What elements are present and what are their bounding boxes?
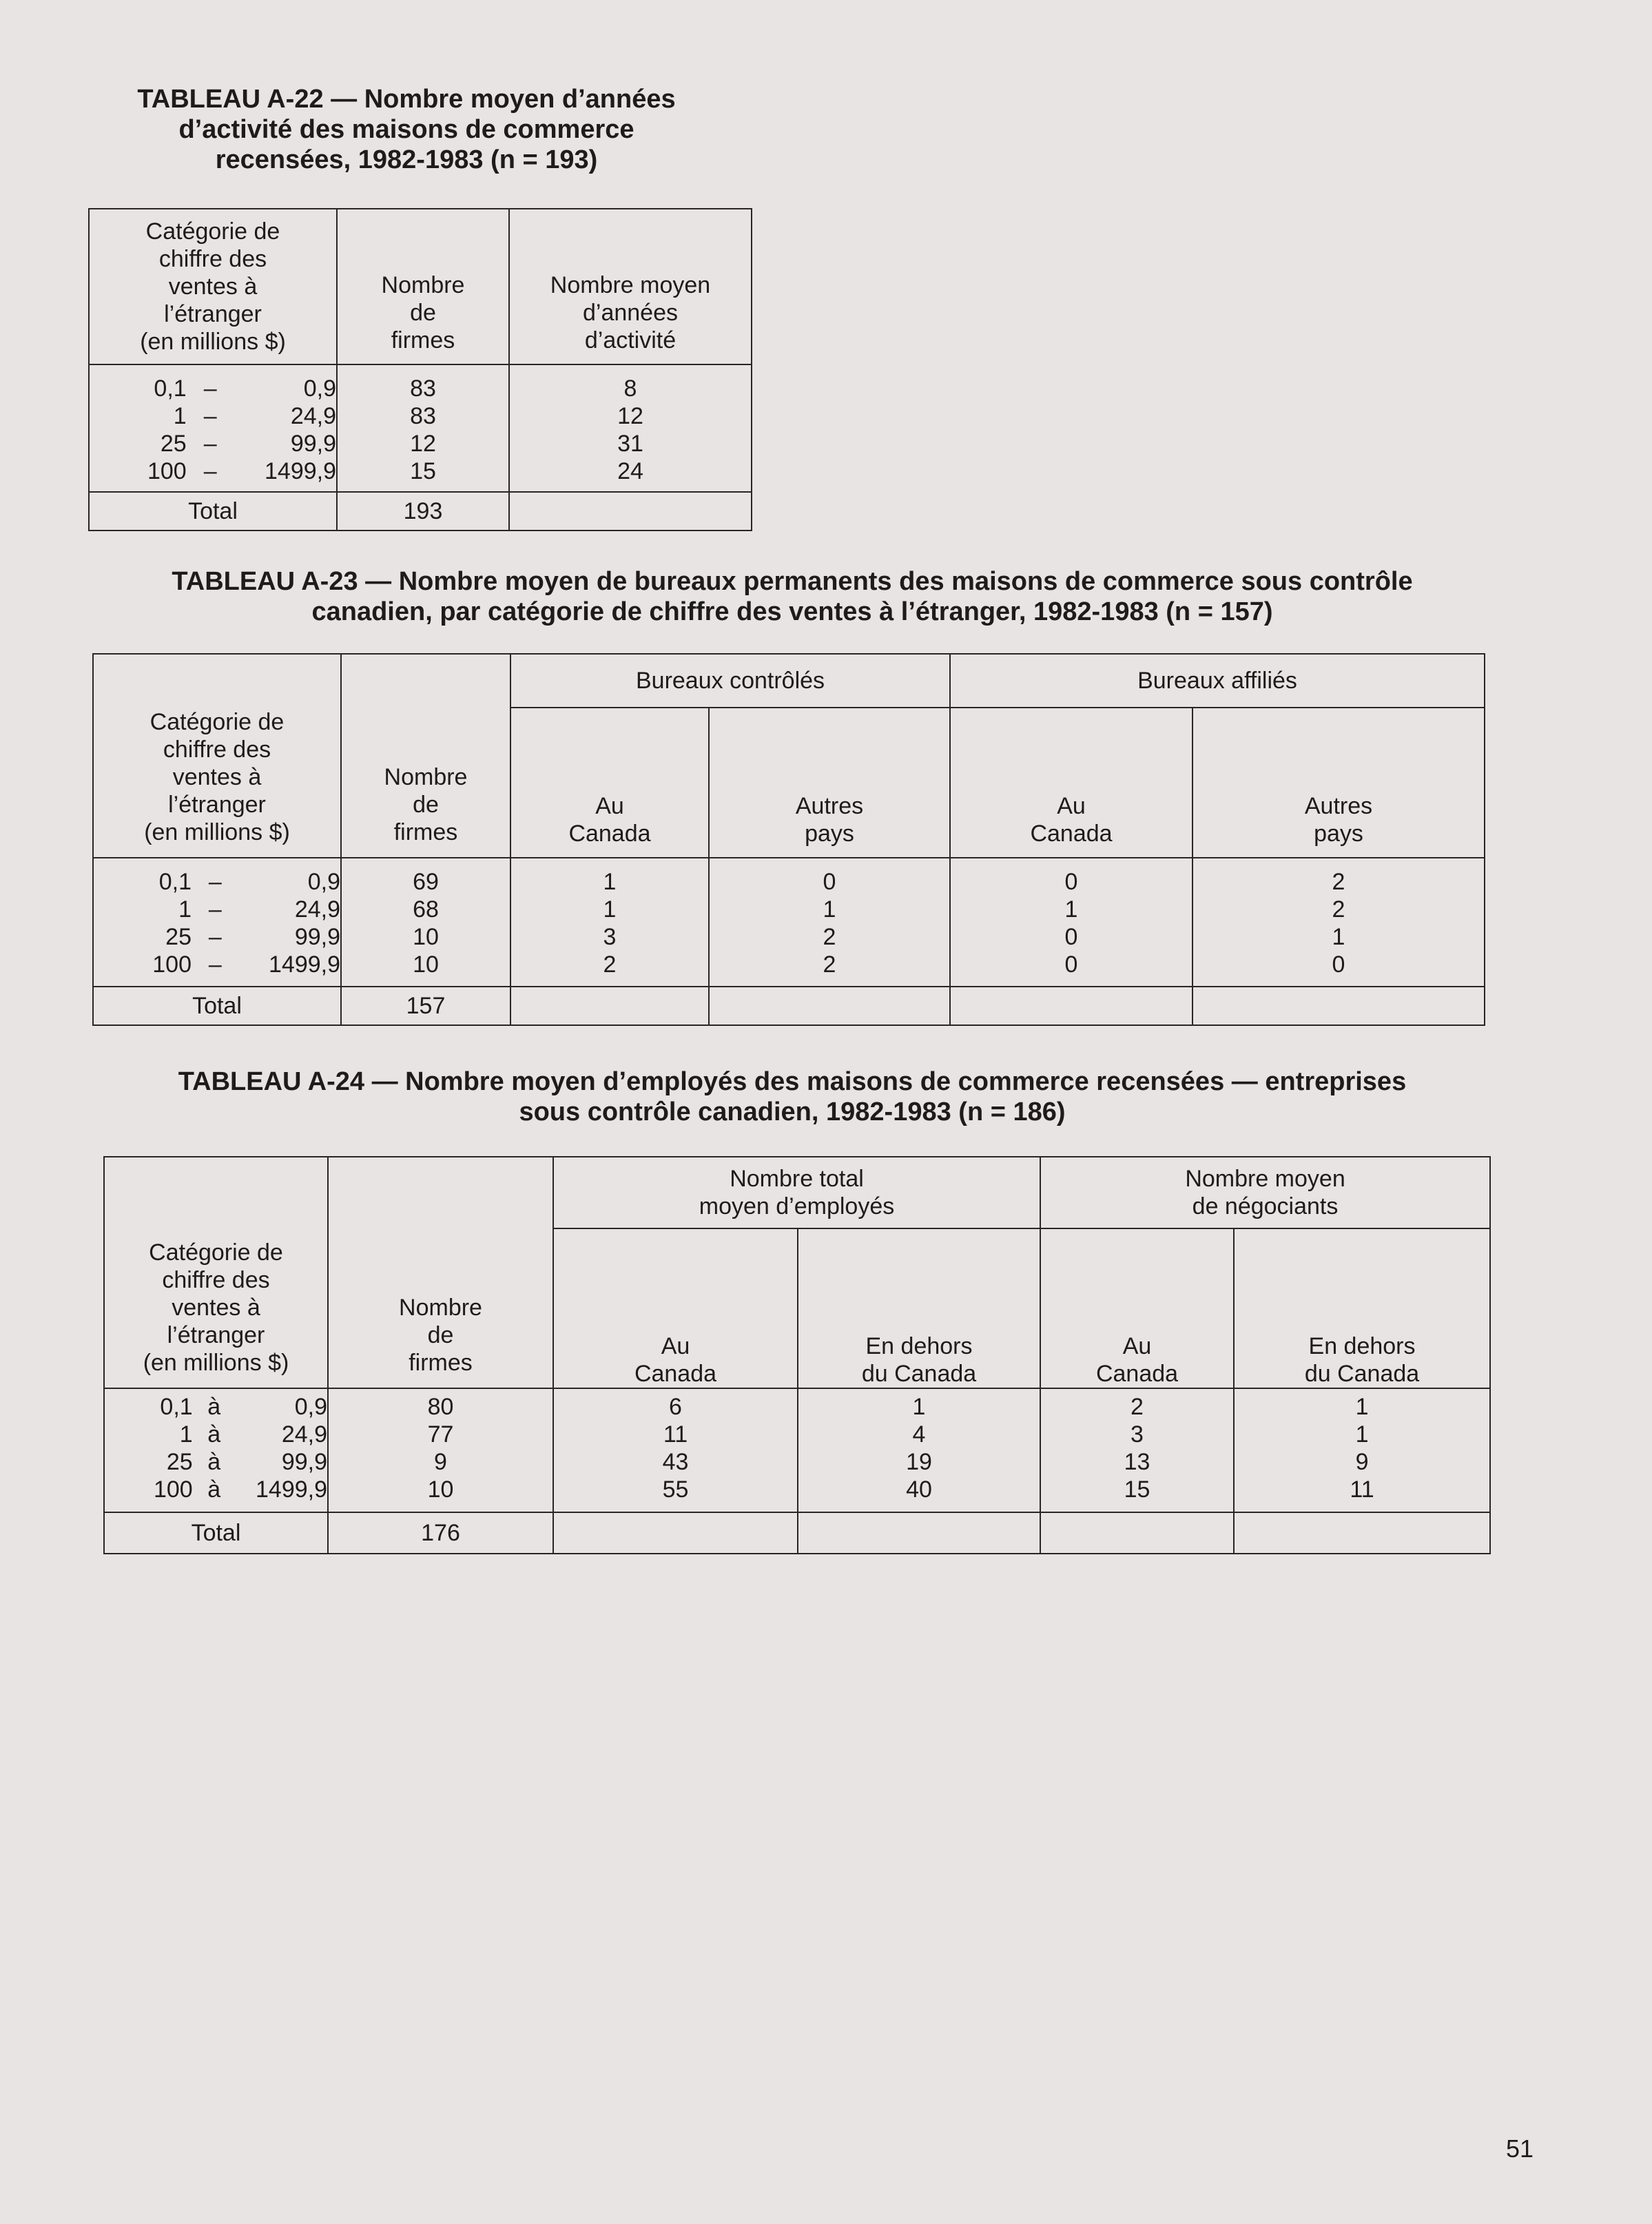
traders-canada-values: 2 3 13 15 bbox=[1040, 1388, 1234, 1512]
table-a22-caption bbox=[90, 84, 723, 175]
header-years: Nombre moyen d’années d’activité bbox=[509, 209, 752, 364]
header-category: Catégorie de chiffre des ventes à l’étranger (en millions $) bbox=[93, 654, 341, 858]
header-affiliated-other: Autres pays bbox=[1192, 708, 1485, 858]
total-empty bbox=[1040, 1512, 1234, 1554]
caption-line: sous contrôle canadien, 1982-1983 (n = 186) bbox=[519, 1098, 1066, 1126]
total-label: Total bbox=[93, 987, 341, 1025]
table-a23 bbox=[92, 653, 1485, 1026]
table-a24-caption bbox=[103, 1067, 1481, 1127]
traders-outside-values: 1 1 9 11 bbox=[1234, 1388, 1490, 1512]
header-total-employees: Nombre total moyen d’employés bbox=[553, 1157, 1040, 1228]
employees-outside-values: 1 4 19 40 bbox=[798, 1388, 1040, 1512]
header-category: Catégorie de chiffre des ventes à l’étranger (en millions $) bbox=[89, 209, 337, 364]
table-row: 1 – 24,9 bbox=[178, 896, 340, 923]
total-row bbox=[93, 987, 1485, 1025]
total-row bbox=[89, 492, 752, 531]
table-a22 bbox=[88, 208, 752, 531]
caption-line: TABLEAU A-22 — Nombre moyen d’années bbox=[137, 85, 676, 114]
employees-canada-values: 6 11 43 55 bbox=[553, 1388, 798, 1512]
controlled-canada-values: 1 1 3 2 bbox=[510, 858, 709, 987]
table-a23-caption bbox=[103, 566, 1481, 627]
header-group-row bbox=[93, 654, 1485, 708]
header-group-row bbox=[104, 1157, 1490, 1228]
total-empty bbox=[1234, 1512, 1490, 1554]
table-row: 1 à 24,9 bbox=[179, 1421, 328, 1448]
table-a24 bbox=[103, 1156, 1491, 1554]
total-empty bbox=[950, 987, 1192, 1025]
header-controlled-canada: Au Canada bbox=[510, 708, 709, 858]
header-traders-outside: En dehors du Canada bbox=[1234, 1228, 1490, 1388]
category-values bbox=[93, 858, 341, 987]
table-row: 0,1 à 0,9 bbox=[160, 1394, 328, 1420]
header-firms: Nombre de firmes bbox=[341, 654, 510, 858]
total-firms: 193 bbox=[337, 492, 509, 531]
category-values bbox=[104, 1388, 328, 1512]
firms-values: 80 77 9 10 bbox=[328, 1388, 553, 1512]
table-body bbox=[104, 1388, 1490, 1512]
header-employees-canada: Au Canada bbox=[553, 1228, 798, 1388]
total-firms: 176 bbox=[328, 1512, 553, 1554]
table-row: 25 – 99,9 bbox=[165, 924, 340, 950]
table-row: 100 – 1499,9 bbox=[147, 458, 337, 484]
affiliated-other-values: 2 2 1 0 bbox=[1192, 858, 1485, 987]
header-category: Catégorie de chiffre des ventes à l’étranger (en millions $) bbox=[104, 1157, 328, 1388]
controlled-other-values: 0 1 2 2 bbox=[709, 858, 950, 987]
total-empty bbox=[709, 987, 950, 1025]
header-firms: Nombre de firmes bbox=[328, 1157, 553, 1388]
header-affiliated-canada: Au Canada bbox=[950, 708, 1192, 858]
table-row: 100 à 1499,9 bbox=[153, 1476, 328, 1503]
firms-values: 83 83 12 15 bbox=[337, 364, 509, 492]
page-number: 51 bbox=[1506, 2134, 1534, 2163]
header-affiliated-offices: Bureaux affiliés bbox=[950, 654, 1485, 708]
total-label: Total bbox=[104, 1512, 328, 1554]
total-empty bbox=[798, 1512, 1040, 1554]
table-row: 100 – 1499,9 bbox=[152, 951, 340, 978]
total-empty bbox=[510, 987, 709, 1025]
header-traders-canada: Au Canada bbox=[1040, 1228, 1234, 1388]
total-label: Total bbox=[89, 492, 337, 531]
total-empty bbox=[553, 1512, 798, 1554]
header-controlled-offices: Bureaux contrôlés bbox=[510, 654, 950, 708]
table-row: 25 – 99,9 bbox=[160, 431, 337, 457]
caption-line: d’activité des maisons de commerce bbox=[178, 115, 634, 144]
caption-line: TABLEAU A-23 — Nombre moyen de bureaux permanents des maisons de commerce sous contrôle bbox=[172, 567, 1413, 596]
caption-line: recensées, 1982-1983 (n = 193) bbox=[215, 145, 598, 174]
years-values: 8 12 31 24 bbox=[509, 364, 752, 492]
total-firms: 157 bbox=[341, 987, 510, 1025]
table-row: 25 à 99,9 bbox=[166, 1449, 328, 1475]
total-empty bbox=[509, 492, 752, 531]
header-firms: Nombre de firmes bbox=[337, 209, 509, 364]
firms-values: 69 68 10 10 bbox=[341, 858, 510, 987]
caption-line: TABLEAU A-24 — Nombre moyen d’employés des maisons de commerce recensées — entreprises bbox=[178, 1067, 1407, 1096]
caption-line: canadien, par catégorie de chiffre des ventes à l’étranger, 1982-1983 (n = 157) bbox=[311, 597, 1273, 626]
header-employees-outside: En dehors du Canada bbox=[798, 1228, 1040, 1388]
total-empty bbox=[1192, 987, 1485, 1025]
header-row bbox=[89, 209, 752, 364]
total-row bbox=[104, 1512, 1490, 1554]
header-average-traders: Nombre moyen de négociants bbox=[1040, 1157, 1490, 1228]
table-row: 1 – 24,9 bbox=[173, 403, 337, 429]
table-body bbox=[89, 364, 752, 492]
table-row: 0,1 – 0,9 bbox=[158, 869, 340, 895]
affiliated-canada-values: 0 1 0 0 bbox=[950, 858, 1192, 987]
table-row: 0,1 – 0,9 bbox=[154, 375, 337, 402]
category-values bbox=[89, 364, 337, 492]
table-body bbox=[93, 858, 1485, 987]
header-controlled-other: Autres pays bbox=[709, 708, 950, 858]
